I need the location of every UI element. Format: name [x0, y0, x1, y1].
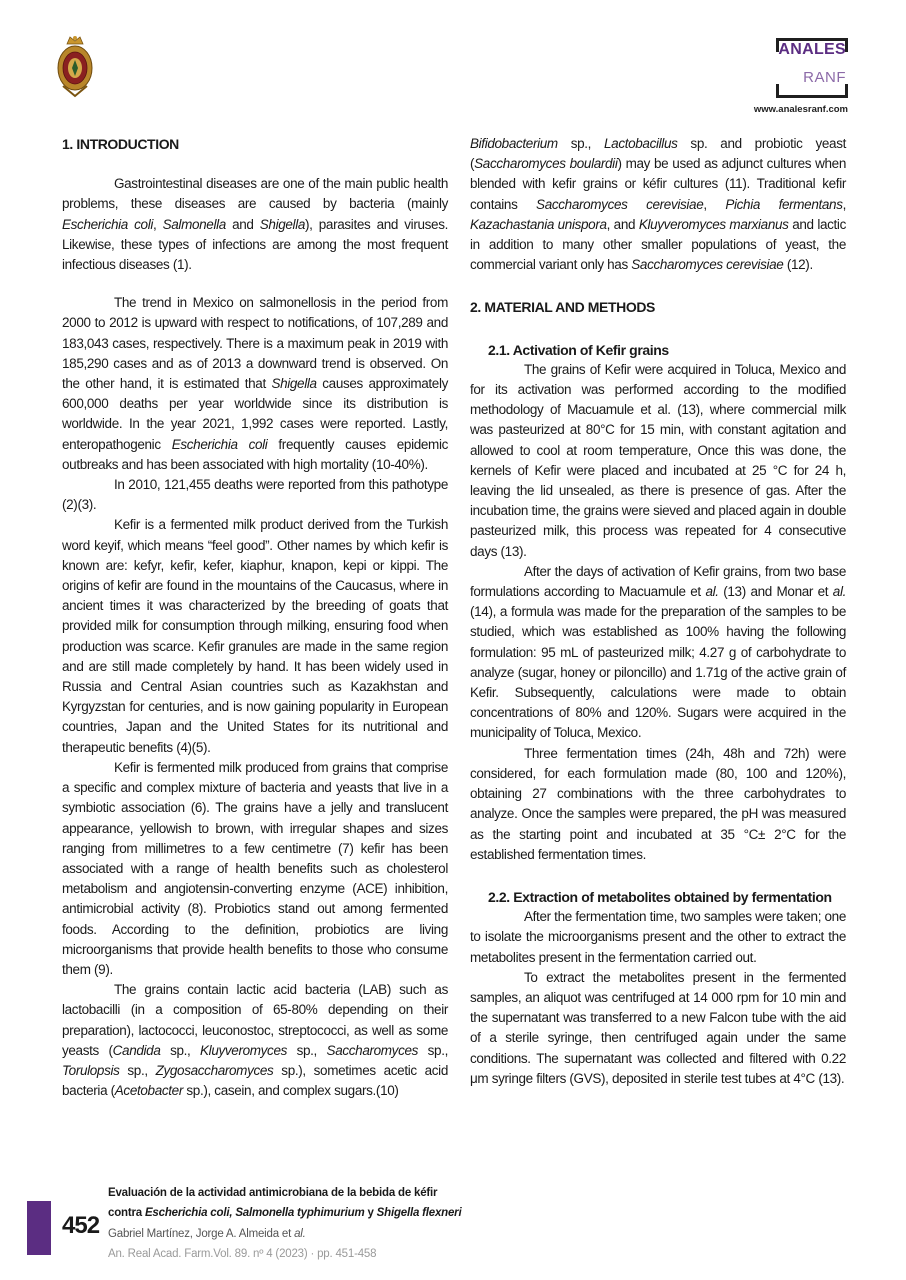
subsection-heading-extraction: 2.2. Extraction of metabolites obtained by fermentation — [488, 888, 832, 905]
paragraph: Gastrointestinal diseases are one of the main public health problems, these diseases are caused by bacteria (mainly Escherichia coli, Salmonella and Shigella), parasites and viruses. Likewise, these types of infections are among the most frequent infectious diseases (1). — [62, 176, 448, 273]
journal-url: www.analesranf.com — [753, 104, 848, 115]
journal-brand — [742, 36, 852, 116]
brand-name: ANALES — [778, 41, 846, 58]
section-heading-material-methods: 2. MATERIAL AND METHODS — [470, 299, 655, 316]
footer-accent-bar — [27, 1201, 51, 1255]
brand-bracket-bottom — [776, 84, 848, 98]
paragraph: Bifidobacterium sp., Lactobacillus sp. and probiotic yeast (Saccharomyces boulardii) may be used as adjunct cultures when blended with kefir grains or kéfir cultures (11). Traditional kefir contains Saccharomyces cerevisiae, Pichia fermentans, Kazachastania unispora, and Kluyveromyces marxianus and lactic in addition to many other smaller populations of yeast, the commercial variant only has Saccharomyces cerevisiae (12). — [470, 136, 847, 273]
paragraph: After the days of activation of Kefir grains, from two base formulations according to Macuamule et al. (13) and Monar et al. (14), a formula was made for the preparation of the samples to be studied, which was established as 100% having the following formulation: 95 mL of pasteurized milk; 4.27 g of carbohydrate to analyze (sugar, honey or piloncillo) and 1.71g of the active grain of Kefir. Subsequently, calculations were made to obtain concentrations of 80% and 120%. Sugars were acquired in the municipality of Toluca, Mexico. — [470, 563, 846, 741]
footer-citation: An. Real Acad. Farm.Vol. 89. nº 4 (2023) · pp. 451-458 — [108, 1248, 377, 1260]
paragraph: The trend in Mexico on salmonellosis in the period from 2000 to 2012 is upward with respect to notifications, of 107,289 and 183,043 cases, respectively. There is a maximum peak in 2019 with 185,290 cases and as of 2013 a downward trend is observed. On the other hand, it is estimated that Shigella causes approximately 600,000 deaths per year worldwide since its distribution is worldwide. In the year 2021, 1,992 cases were reported. Lastly, enteropathogenic Escherichia coli frequently causes epidemic outbreaks and has been associated with high mortality (10-40%). — [62, 295, 449, 472]
paragraph: The grains contain lactic acid bacteria (LAB) such as lactobacilli (in a composition of 65-80% depending on their preparation), lactococci, leuconostoc, streptococci, as well as some yeasts (Candida sp., Kluyveromyces sp., Saccharomyces sp., Torulopsis sp., Zygosaccharomyces sp.), sometimes acetic acid bacteria (Acetobacter sp.), casein, and complex sugars.(10) — [62, 982, 448, 1099]
page-number: 452 — [62, 1212, 100, 1239]
paragraph: Three fermentation times (24h, 48h and 72h) were considered, for each formulation made (80, 100 and 120%), obtaining 27 combinations with the three carbohydrates to analyze. Once the samples were prepared, the pH was measured as the starting point and incubated at 35 °C± 2°C for the established fermentation times. — [470, 745, 846, 862]
paragraph: Kefir is fermented milk produced from grains that comprise a specific and complex mixture of bacteria and yeasts that live in a symbiotic association (6). The grains have a jelly and translucent appearance, yellowish to brown, with irregular shapes and sizes ranging from millimetres to a few centimetre (7) kefir has been associated with a range of health benefits such as cholesterol metabolism and angiotensin-converting enzyme (ACE) inhibition, antimicrobial activity (8). Probiotics stand out among fermented foods. According to the definition, probiotics are living microorganisms that provide health benefits to those who consume them (9). — [62, 759, 448, 977]
subsection-heading-activation: 2.1. Activation of Kefir grains — [488, 341, 669, 358]
paragraph: To extract the metabolites present in the fermented samples, an aliquot was centrifuged at 14 000 rpm for 10 min and the supernatant was transferred to a new Falcon tube with the aid of a sterile syringe, then centrifuged again under the same conditions. The supernatant was collected and filtered with 0.22 μm syringe filters (GVS), deposited in sterile test tubes at 4°C (13). — [470, 969, 846, 1086]
paragraph: In 2010, 121,455 deaths were reported from this pathotype (2)(3). — [62, 477, 448, 513]
footer-authors: Gabriel Martínez, Jorge A. Almeida et al. — [108, 1228, 306, 1240]
paragraph: The grains of Kefir were acquired in Toluca, Mexico and for its activation was performed according to the modified methodology of Macuamule et al. (13), where commercial milk was pasteurized at 80°C for 15 min, with constant agitation and allowed to cool at room temperature, Once this was done, the kernels of Kefir were placed and incubated at 25 °C for 24 h, leaving the lid unsealed, as there is presence of gas. After the incubation time, the grains were sieved and placed again in double pasteurized milk, this process was repeated for 4 consecutive days (13). — [470, 361, 846, 559]
section-heading-introduction: 1. INTRODUCTION — [62, 136, 179, 152]
paragraph: Kefir is a fermented milk product derived from the Turkish word keyif, which means “feel good”. Other names by which kefir is known are: kefyr, kefir, kefer, kiaphur, knapon, kepi or kippi. The origins of kefir are found in the mountains of the Caucasus, where in ancient times it was characterized by the breeding of goats that provided milk for consumption through milking, ensuring food when production was scarce. Kefir granules are made in the same region and are still made completely by hand. It has been widely used in Russia and Central Asian countries such as Kazakhstan and Kyrgyzstan for centuries, and is now gaining popularity in European countries, Japan and the United States for its nutritional and therapeutic benefits (4)(5). — [62, 517, 448, 755]
paragraph: After the fermentation time, two samples were taken; one to isolate the microorganisms present and the other to extract the metabolites present in the fermentation carried out. — [470, 909, 846, 965]
academy-crest-logo — [55, 34, 95, 100]
footer-article-title-line2: contra Escherichia coli, Salmonella typhimurium y Shigella flexneri — [108, 1207, 462, 1219]
right-column — [470, 134, 846, 1089]
left-column — [62, 134, 448, 1101]
footer-article-title-line1: Evaluación de la actividad antimicrobiana de la bebida de kéfir — [108, 1187, 438, 1199]
brand-subname: RANF — [803, 69, 846, 86]
